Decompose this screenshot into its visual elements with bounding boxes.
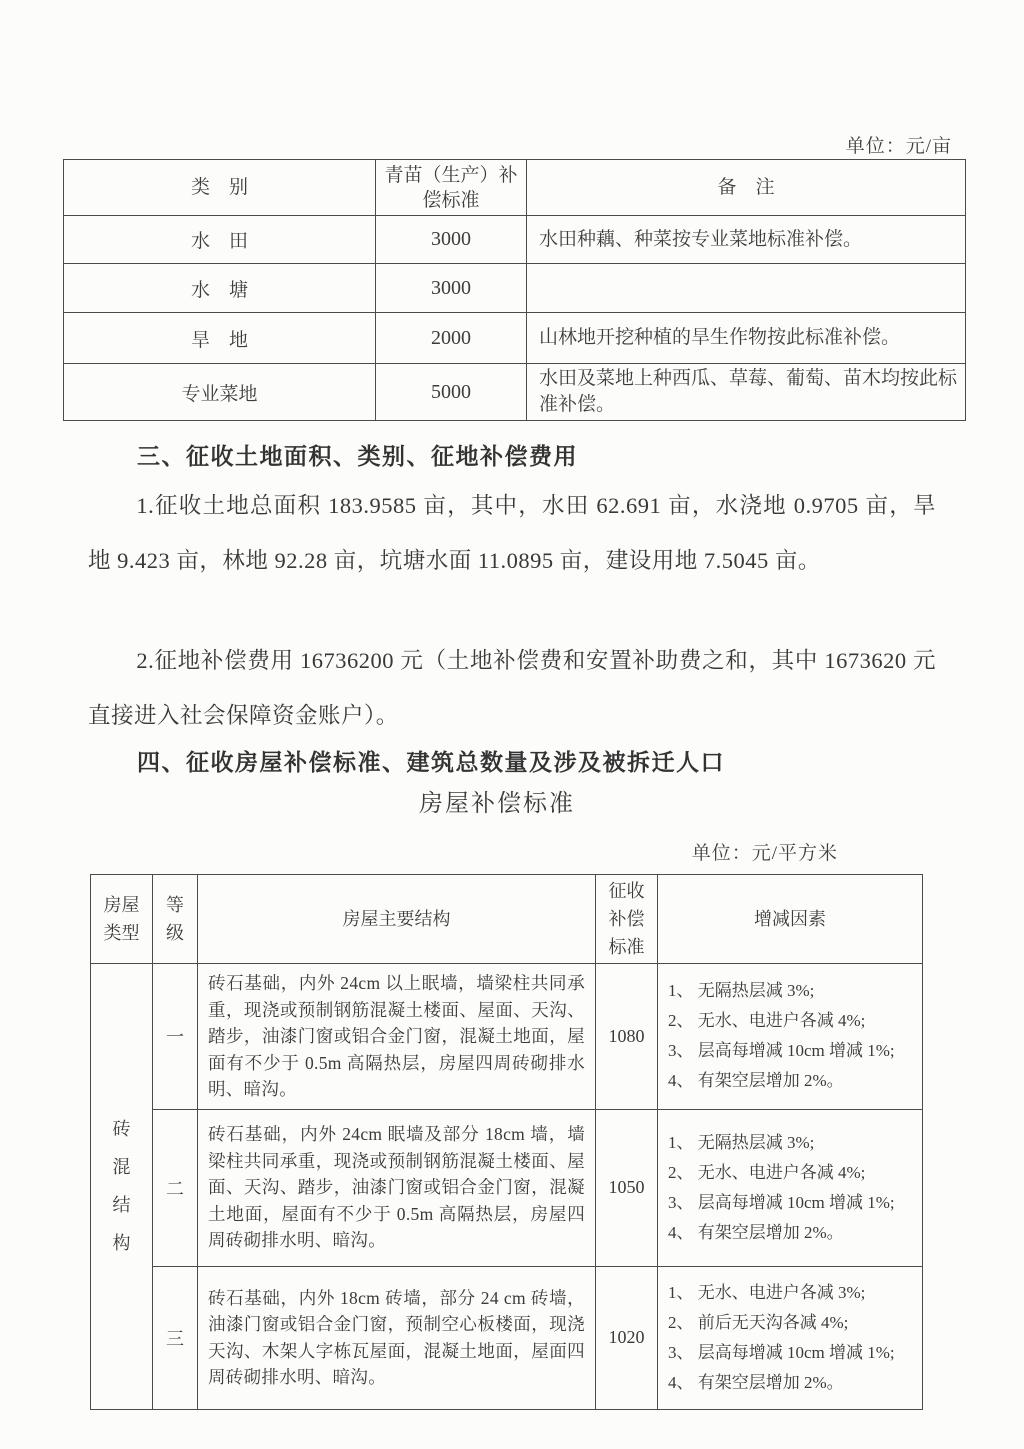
table1-unit-label: 单位：元/亩 xyxy=(845,136,952,157)
factor-item: 3、 层高每增减 10cm 增减 1%; xyxy=(668,1041,895,1061)
cell-category: 水 塘 xyxy=(64,264,376,313)
cell-category: 旱 地 xyxy=(64,313,376,364)
section3-heading: 三、征收土地面积、类别、征地补偿费用 xyxy=(137,443,578,469)
cell-note: 水田种藕、种菜按专业菜地标准补偿。 xyxy=(527,216,966,264)
cell-factors xyxy=(658,1266,923,1409)
factor-item: 2、 前后无天沟各减 4%; xyxy=(668,1312,849,1332)
col-header-house-type-label: 房屋类型 xyxy=(103,895,140,943)
cell-factors xyxy=(658,964,923,1110)
col-header-grade-label: 等级 xyxy=(166,895,184,943)
col-header-standard: 青苗（生产）补偿标准 xyxy=(376,160,527,216)
house-compensation-table xyxy=(90,874,923,1410)
factor-item: 1、 无隔热层减 3%; xyxy=(668,981,815,1001)
cell-factors xyxy=(658,1109,923,1266)
table-row xyxy=(64,313,966,364)
col-header-structure: 房屋主要结构 xyxy=(198,875,596,964)
col-header-house-type xyxy=(91,875,153,964)
crop-compensation-table xyxy=(63,159,966,421)
factor-item: 1、 无隔热层减 3%; xyxy=(668,1132,815,1152)
table-header-row xyxy=(64,160,966,216)
cell-structure: 砖石基础，内外 24cm 眠墙及部分 18cm 墙，墙梁柱共同承重，现浇或预制钢筋混凝土楼面、屋面、天沟、踏步，油漆门窗或铝合金门窗，混凝土地面，屋面有不少于 0.5m 高隔热层，房屋四周砖砌排水明、暗沟。 xyxy=(198,1109,596,1266)
factor-item: 2、 无水、电进户各减 4%; xyxy=(668,1162,866,1182)
table-row xyxy=(91,964,923,1110)
cell-standard: 1050 xyxy=(596,1109,658,1266)
house-type-label: 砖混结构 xyxy=(112,1119,131,1254)
col-header-standard xyxy=(596,875,658,964)
col-header-note: 备 注 xyxy=(527,160,966,216)
cell-structure: 砖石基础，内外 18cm 砖墙，部分 24 cm 砖墙，油漆门窗或铝合金门窗，预制空心板楼面，现浇天沟、木架人字栋瓦屋面，混凝土地面，屋面四周砖砌排水明、暗沟。 xyxy=(198,1266,596,1409)
cell-note: 山林地开挖种植的旱生作物按此标准补偿。 xyxy=(527,313,966,364)
table-row xyxy=(91,1266,923,1409)
cell-grade: 三 xyxy=(153,1266,198,1409)
col-header-standard-label: 征收补偿标准 xyxy=(608,881,645,957)
cell-standard: 3000 xyxy=(376,216,527,264)
table-row xyxy=(64,264,966,313)
house-compensation-subtitle: 房屋补偿标准 xyxy=(419,791,575,817)
factor-item: 4、 有架空层增加 2%。 xyxy=(668,1071,844,1091)
factor-item: 3、 层高每增减 10cm 增减 1%; xyxy=(668,1192,895,1212)
cell-grade: 二 xyxy=(153,1109,198,1266)
factor-item: 4、 有架空层增加 2%。 xyxy=(668,1372,844,1392)
col-header-category: 类 别 xyxy=(64,160,376,216)
cell-house-type xyxy=(91,964,153,1410)
cell-note xyxy=(527,264,966,313)
cell-category: 专业菜地 xyxy=(64,364,376,421)
cell-standard: 1080 xyxy=(596,964,658,1110)
table-row xyxy=(91,1109,923,1266)
col-header-factors: 增减因素 xyxy=(658,875,923,964)
table-row xyxy=(64,216,966,264)
table2-unit-label: 单位：元/平方米 xyxy=(691,843,838,864)
table-header-row xyxy=(91,875,923,964)
cell-category: 水 田 xyxy=(64,216,376,264)
section3-paragraph-1: 1.征收土地总面积 183.9585 亩，其中，水田 62.691 亩，水浇地 0.9705 亩，旱地 9.423 亩，林地 92.28 亩，坑塘水面 11.0895 亩，建设用地 7.5045 亩。 xyxy=(88,493,936,573)
factor-item: 2、 无水、电进户各减 4%; xyxy=(668,1011,866,1031)
cell-structure: 砖石基础，内外 24cm 以上眠墙，墙梁柱共同承重，现浇或预制钢筋混凝土楼面、屋面、天沟、踏步，油漆门窗或铝合金门窗，混凝土地面，屋面有不少于 0.5m 高隔热层，房屋四周砖砌排水明、暗沟。 xyxy=(198,964,596,1110)
section3-paragraph-2: 2.征地补偿费用 16736200 元（土地补偿费和安置补助费之和，其中 1673620 元直接进入社会保障资金账户）。 xyxy=(88,648,936,728)
cell-standard: 2000 xyxy=(376,313,527,364)
cell-note: 水田及菜地上种西瓜、草莓、葡萄、苗木均按此标准补偿。 xyxy=(527,364,966,421)
section4-heading: 四、征收房屋补偿标准、建筑总数量及涉及被拆迁人口 xyxy=(137,749,725,775)
cell-standard: 3000 xyxy=(376,264,527,313)
table-row xyxy=(64,364,966,421)
cell-standard: 5000 xyxy=(376,364,527,421)
col-header-grade xyxy=(153,875,198,964)
factor-item: 1、 无水、电进户各减 3%; xyxy=(668,1282,866,1302)
factor-item: 3、 层高每增减 10cm 增减 1%; xyxy=(668,1342,895,1362)
cell-standard: 1020 xyxy=(596,1266,658,1409)
cell-grade: 一 xyxy=(153,964,198,1110)
factor-item: 4、 有架空层增加 2%。 xyxy=(668,1222,844,1242)
